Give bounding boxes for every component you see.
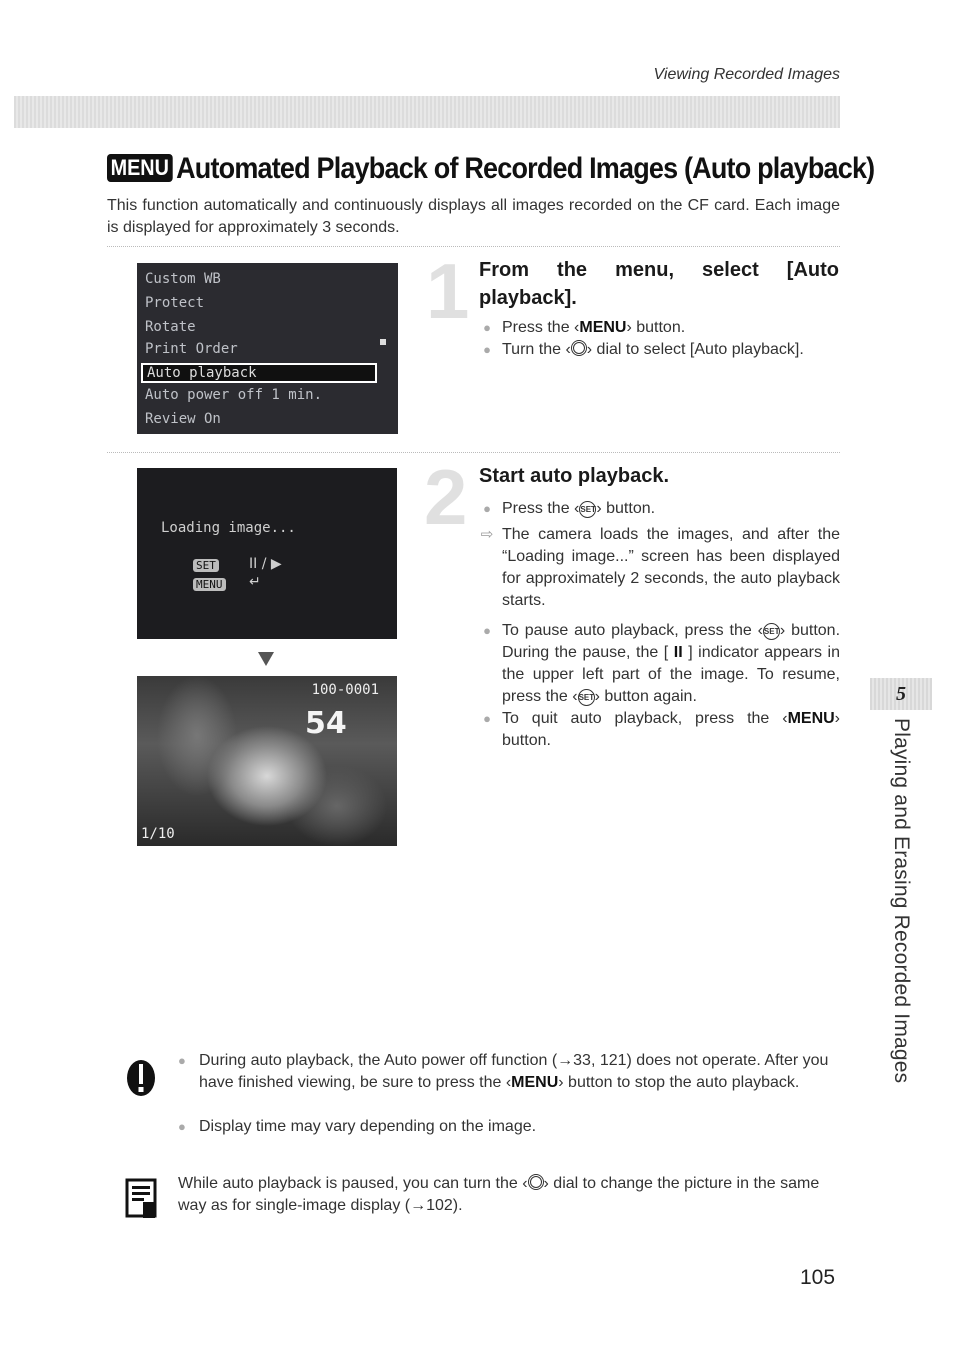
return-icon: ↵ (249, 574, 261, 590)
playback-photo (137, 676, 397, 846)
section-title: Viewing Recorded Images (653, 66, 840, 83)
set-button-icon: SET (578, 689, 595, 706)
note-memo-icon (125, 1178, 157, 1220)
step-number: 1 (426, 247, 470, 335)
menu-button-icon: MENU (193, 578, 226, 591)
image-counter: 1/10 (141, 826, 175, 842)
note-text: While auto playback is paused, you can turn the ‹ › dial to change the picture in the same way as for single-image display (→102). (178, 1175, 820, 1214)
caution-bullet: ● During auto playback, the Auto power off function (→33, 121) does not operate. After you have finished viewing, be sure to press the ‹MENU› button to stop the auto playback. (178, 1052, 829, 1091)
caution-bullet: ● Display time may vary depending on the image. (178, 1116, 838, 1138)
bullet-icon: ● (178, 1119, 186, 1134)
bullet-icon: ● (483, 501, 491, 516)
bullet-icon: ● (483, 342, 491, 357)
bullet-icon: ● (483, 320, 491, 335)
page-title (107, 152, 875, 186)
step2-result: ⇨ The camera loads the images, and after the “Loading image...” screen has been displayed for approximately 2 seconds, the auto playback starts. (478, 524, 840, 612)
pause-indicator: II (673, 644, 683, 661)
result-arrow-icon: ⇨ (480, 526, 494, 543)
menu-item-selected: Auto playback (141, 363, 377, 383)
set-button-icon: SET (579, 501, 596, 518)
step2-bullet: ● To quit auto playback, press the ‹MENU› button. (478, 708, 840, 752)
menu-screen (137, 263, 398, 434)
bullet-icon: ● (483, 623, 491, 638)
menu-item: Protect (145, 295, 205, 311)
file-number: 100-0001 (311, 682, 379, 698)
dial-icon (528, 1174, 544, 1190)
chapter-label: Playing and Erasing Recorded Images (890, 718, 913, 1084)
step2-bullet: ● To pause auto playback, press the ‹SET› button. During the pause, the [ II ] indicator appears in the upper left part of the image. To resume, press the ‹SET› button again. (478, 620, 840, 708)
caution-icon (126, 1057, 156, 1097)
menu-item: Rotate (145, 319, 196, 335)
menu-item: Custom WB (145, 271, 221, 287)
menu-item: Review On (145, 411, 221, 427)
step2-bullet: ● Press the ‹SET› button. (478, 498, 840, 520)
set-button-icon: SET (193, 559, 219, 572)
intro-text: This function automatically and continuously displays all images recorded on the CF card. Each image is displayed for approximately 3 seconds. (107, 197, 840, 236)
step1-heading: From the menu, select [Auto playback]. (479, 259, 839, 309)
arrow-down-icon (258, 652, 274, 666)
menu-badge-icon: MENU (107, 154, 173, 182)
step2-heading: Start auto playback. (479, 465, 670, 487)
loading-screen (137, 468, 397, 639)
bullet-icon: ● (178, 1053, 186, 1068)
divider (107, 246, 840, 247)
chapter-number: 5 (870, 678, 932, 710)
print-order-mark (380, 339, 386, 345)
dial-icon (571, 340, 587, 356)
page-title-text: Automated Playback of Recorded Images (Auto playback) (176, 152, 875, 185)
header-band (14, 96, 840, 128)
divider (107, 452, 840, 453)
menu-item: Auto power off 1 min. (145, 387, 323, 403)
step1-bullet: ● Press the ‹MENU› button. (478, 317, 840, 339)
step1-bullet: ● Turn the ‹ › dial to select [Auto playback]. (478, 339, 840, 361)
racer-number: 54 (305, 706, 347, 741)
menu-item: Print Order (145, 341, 238, 357)
pause-play-symbols: II / ▶ (249, 556, 282, 572)
step-number: 2 (424, 453, 468, 541)
loading-text: Loading image... (161, 520, 296, 536)
page-number: 105 (800, 1266, 836, 1289)
set-button-icon: SET (763, 623, 780, 640)
bullet-icon: ● (483, 711, 491, 726)
